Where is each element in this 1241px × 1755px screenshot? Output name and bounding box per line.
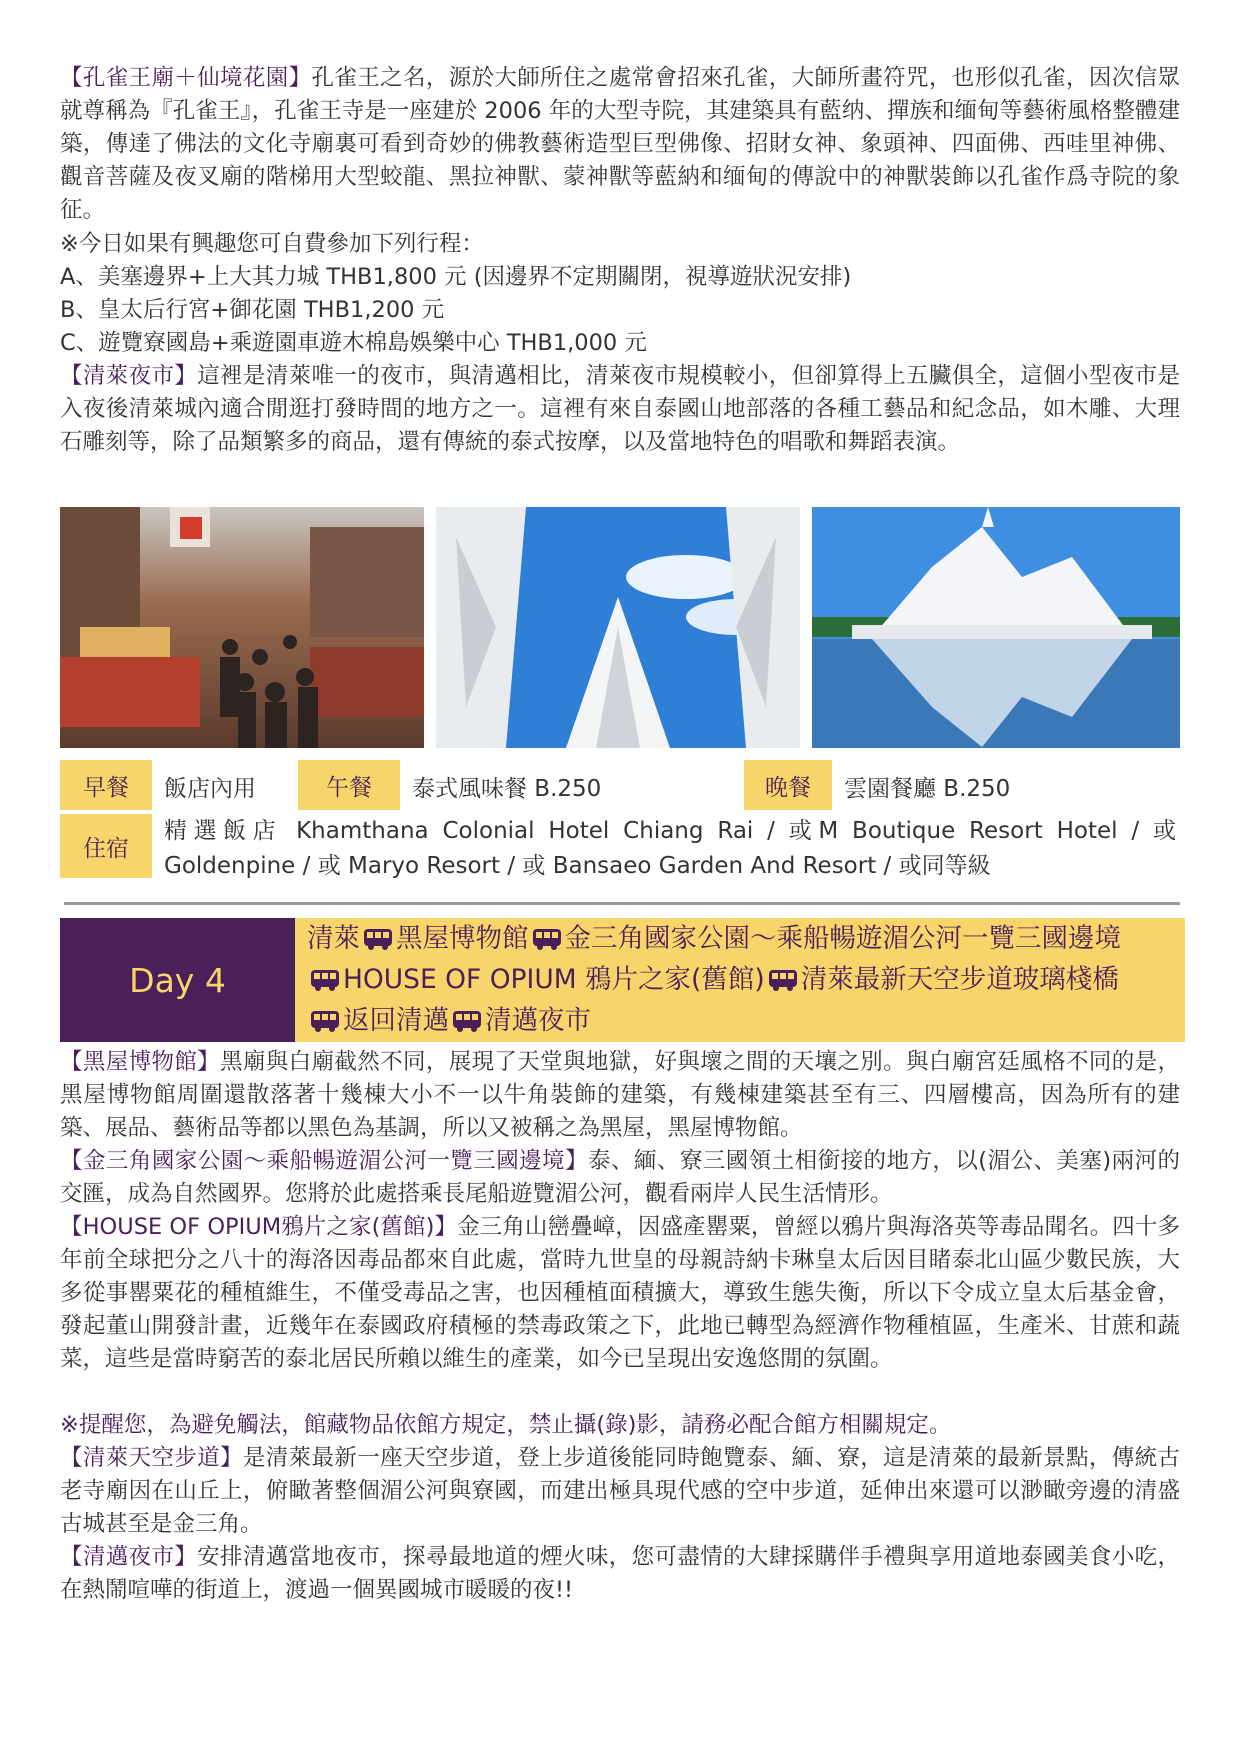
opium-text: 金三角山巒疊嶂，因盛產罌粟，曾經以鴉片與海洛英等毒品聞名。四十多年前全球把分之八十的海洛因毒品都來自此處，當時九世皇的母親詩納卡琳皇太后因目睹泰北山區少數民族，大多從事罌粟花的種植維生，不僅受毒品之害，也因種植面積擴大，導致生態失衡，所以下令成立皇太后基金會，發起董山開發計畫，近幾年在泰國政府積極的禁毒政策之下，此地已轉型為經濟作物種植區，生產米、甘蔗和蔬菜，這些是當時窮苦的泰北居民所賴以維生的產業，如今已呈現出安逸悠閒的氛圍。: [60, 1214, 1180, 1372]
section-divider: [64, 902, 1180, 905]
bus-icon: [532, 928, 562, 950]
route-stop-golden-triangle: 金三角國家公園～乘船暢遊湄公河一覽三國邊境: [564, 923, 1121, 954]
route-line-2: [307, 959, 1173, 1000]
route-stop-black-house: 黑屋博物館: [396, 923, 529, 954]
white-temple-reflection-photo: [812, 507, 1180, 748]
night-market-text: 這裡是清萊唯一的夜市，與清邁相比，清萊夜市規模較小，但卻算得上五臟俱全，這個小型夜市是入夜後清萊城內適合閒逛打發時間的地方之一。這裡有來自泰國山地部落的各種工藝品和紀念品，如木雕、大理石雕刻等，除了品類繁多的商品，還有傳統的泰式按摩，以及當地特色的唱歌和舞蹈表演。: [60, 363, 1180, 455]
golden-triangle-heading: 【金三角國家公園～乘船暢遊湄公河一覽三國邊境】: [60, 1148, 589, 1174]
photo-reminder: ※提醒您，為避免觸法，館藏物品依館方規定，禁止攝(錄)影，請務必配合館方相關規定。: [60, 1412, 952, 1438]
route-stop-return-chiang-mai: 返回清邁: [343, 1005, 449, 1036]
day-label: Day 4: [60, 918, 295, 1042]
night-market-heading: 【清萊夜市】: [60, 363, 198, 389]
black-house-heading: 【黑屋博物館】: [60, 1049, 221, 1075]
chiang-mai-night-market-paragraph: [60, 1541, 1180, 1607]
bus-icon: [310, 969, 340, 991]
golden-triangle-paragraph: [60, 1145, 1180, 1211]
hotel-line-2: Goldenpine / 或 Maryo Resort / 或 Bansaeo Garden And Resort / 或同等級: [164, 853, 991, 879]
peacock-temple-paragraph: [60, 62, 1180, 227]
hotel-line-1: 精選飯店 Khamthana Colonial Hotel Chiang Rai / 或M Boutique Resort Hotel / 或: [164, 818, 1176, 844]
golden-triangle-text: 泰、緬、寮三國領土相銜接的地方，以(湄公、美塞)兩河的交匯，成為自然國界。您將於此處搭乘長尾船遊覽湄公河，觀看兩岸人民生活情形。: [60, 1148, 1180, 1207]
peacock-temple-text: 孔雀王之名，源於大師所住之處常會招來孔雀，大師所畫符咒，也形似孔雀，因次信眾就尊稱為『孔雀王』，孔雀王寺是一座建於 2006 年的大型寺院，其建築具有藍纳、撣族和缅甸等藝術風格整體建築，傳達了佛法的文化寺廟裏可看到奇妙的佛教藝術造型巨型佛像、招財女神、象頭神、四面佛、西哇里神佛、觀音菩薩及夜叉廟的階梯用大型蛟龍、黑拉神獸、蒙神獸等藍納和缅甸的傳說中的神獸裝飾以孔雀作爲寺院的象征。: [60, 65, 1180, 223]
bus-icon: [452, 1010, 482, 1032]
route-stop-chiang-rai: 清萊: [307, 923, 360, 954]
day-route: [295, 918, 1185, 1042]
opium-paragraph: [60, 1211, 1180, 1376]
route-stop-house-of-opium: HOUSE OF OPIUM 鴉片之家(舊館): [343, 964, 765, 995]
chiang-mai-night-market-heading: 【清邁夜市】: [60, 1544, 198, 1570]
option-a: A、美塞邊界+上大其力城 THB1,800 元 (因邊界不定期關閉，視導遊狀況安排): [60, 264, 852, 290]
black-house-paragraph: [60, 1046, 1180, 1145]
optional-note: ※今日如果有興趣您可自費參加下列行程：: [60, 231, 484, 257]
route-line-1: [307, 918, 1173, 959]
dinner-value: 雲園餐廳 B.250: [844, 776, 1011, 802]
hotel-label: 住宿: [60, 814, 152, 878]
route-stop-skywalk: 清萊最新天空步道玻璃棧橋: [800, 964, 1119, 995]
night-market-photo: [60, 507, 424, 748]
black-house-text: 黑廟與白廟截然不同，展現了天堂與地獄，好與壞之間的天壤之別。與白廟宮廷風格不同的是，黑屋博物館周圍還散落著十幾棟大小不一以牛角裝飾的建築，有幾棟建築甚至有三、四層樓高，因為所有的建築、展品、藝術品等都以黑色為基調，所以又被稱之為黑屋，黑屋博物館。: [60, 1049, 1180, 1141]
dinner-label: 晚餐: [744, 760, 832, 810]
skywalk-paragraph: [60, 1442, 1180, 1541]
route-stop-chiang-mai-night-market: 清邁夜市: [485, 1005, 591, 1036]
lunch-value: 泰式風味餐 B.250: [412, 776, 602, 802]
bus-icon: [363, 928, 393, 950]
option-b: B、皇太后行宮+御花園 THB1,200 元: [60, 297, 445, 323]
bus-icon: [768, 969, 798, 991]
opium-heading: 【HOUSE OF OPIUM鴉片之家(舊館)】: [60, 1214, 458, 1240]
bus-icon: [310, 1010, 340, 1032]
white-temple-closeup-photo: [436, 507, 800, 748]
breakfast-value: 飯店內用: [164, 776, 256, 802]
breakfast-label: 早餐: [60, 760, 152, 810]
night-market-paragraph: [60, 360, 1180, 459]
skywalk-text: 是清萊最新一座天空步道，登上步道後能同時飽覽泰、緬、寮，這是清萊的最新景點，傳統古老寺廟因在山丘上，俯瞰著整個湄公河與寮國，而建出極具現代感的空中步道，延伸出來還可以渺瞰旁邊的清盛古城甚至是金三角。: [60, 1445, 1180, 1537]
route-line-3: [307, 1000, 1173, 1041]
lunch-label: 午餐: [298, 760, 400, 810]
peacock-temple-heading: 【孔雀王廟＋仙境花園】: [60, 65, 312, 91]
option-c: C、遊覽寮國島+乘遊園車遊木棉島娛樂中心 THB1,000 元: [60, 330, 647, 356]
skywalk-heading: 【清萊天空步道】: [60, 1445, 243, 1471]
chiang-mai-night-market-text: 安排清邁當地夜市，探尋最地道的煙火味，您可盡情的大肆採購伴手禮與享用道地泰國美食小吃，在熱鬧喧嘩的街道上，渡過一個異國城市暖暖的夜!!: [60, 1544, 1180, 1603]
